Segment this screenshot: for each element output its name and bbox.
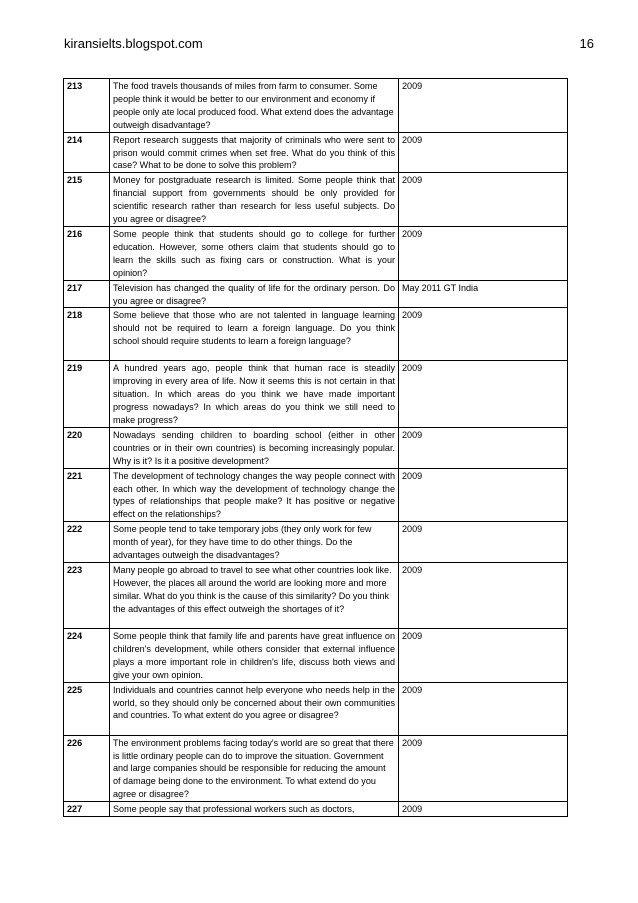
topic-text: Television has changed the quality of life for the ordinary person. Do you agree or disagree? [110,280,399,308]
table-row [64,682,568,735]
table-row [64,132,568,173]
topic-source: 2009 [399,802,568,817]
table-row [64,427,568,468]
topic-text: Some believe that those who are not talented in language learning should not be required to learn a foreign language. Do you think school should require students to learn a foreign language? [110,308,399,361]
topic-source: 2009 [399,308,568,361]
topic-text: The development of technology changes the way people connect with each other. In which way the development of technology change the types of relationships that people make? It has positive or negative effect on the relationships? [110,468,399,522]
topic-text: Some people think that students should go to college for further education. However, some others claim that students should go to learn the skills such as fixing cars or construction. What is your opinion? [110,226,399,280]
table-row [64,629,568,683]
table-row [64,173,568,227]
topic-text: The food travels thousands of miles from farm to consumer. Some people think it would be better to our environment and economy if people only ate local produced food. What extend does the advantage outweigh disadvantage? [110,79,399,133]
topic-source: 2009 [399,629,568,683]
topic-number: 221 [64,468,110,522]
topic-text: Some people think that family life and parents have great influence on children's development, while others consider that external influence plays a more important role in children's life, discuss both views and give your own opinion. [110,629,399,683]
topic-source: May 2011 GT India [399,280,568,308]
essay-topics-table [63,78,568,817]
topic-text: Individuals and countries cannot help everyone who needs help in the world, so they should only be concerned about their own communities and countries. To what extent do you agree or disagree? [110,682,399,735]
topic-number: 225 [64,682,110,735]
topic-text: Some people say that professional workers such as doctors, [110,802,399,817]
topic-source: 2009 [399,427,568,468]
topic-source: 2009 [399,563,568,629]
topic-number: 219 [64,361,110,428]
topic-text: Some people tend to take temporary jobs (they only work for few month of year), for they have time to do other things. Do the advantages outweigh the disadvantages? [110,522,399,563]
topic-number: 224 [64,629,110,683]
topic-number: 227 [64,802,110,817]
table-row [64,522,568,563]
table-row [64,226,568,280]
topic-source: 2009 [399,735,568,802]
topic-source: 2009 [399,682,568,735]
topic-number: 216 [64,226,110,280]
topic-text: Nowadays sending children to boarding school (either in other countries or in their own countries) is becoming increasingly popular. Why is it? Is it a positive development? [110,427,399,468]
topic-number: 217 [64,280,110,308]
topic-text: Money for postgraduate research is limited. Some people think that financial support from governments should be only provided for scientific research rather than research for less useful subjects. Do you agree or disagree? [110,173,399,227]
topic-source: 2009 [399,173,568,227]
table-row [64,280,568,308]
topic-number: 222 [64,522,110,563]
table-row [64,308,568,361]
topic-number: 218 [64,308,110,361]
topic-source: 2009 [399,361,568,428]
topic-source: 2009 [399,79,568,133]
table-row [64,79,568,133]
table-row [64,735,568,802]
table-row [64,563,568,629]
topic-number: 220 [64,427,110,468]
topic-source: 2009 [399,226,568,280]
topic-source: 2009 [399,522,568,563]
topic-text: Report research suggests that majority of criminals who were sent to prison would commit crimes when set free. What do you think of this case? What to be done to solve this problem? [110,132,399,173]
topic-number: 226 [64,735,110,802]
topic-source: 2009 [399,468,568,522]
topic-number: 213 [64,79,110,133]
topic-text: A hundred years ago, people think that human race is steadily improving in every area of life. Now it seems this is not certain in that situation. In which areas do you think we have made important progress nowadays? In which areas do you think we still need to make progress? [110,361,399,428]
topic-source: 2009 [399,132,568,173]
topic-text: The environment problems facing today's world are so great that there is little ordinary people can do to improve the situation. Government and large companies should be responsible for reducing the amount of damage being done to the environment. To what extend do you agree or disagree? [110,735,399,802]
page-number: 16 [579,36,594,51]
topic-number: 223 [64,563,110,629]
topic-text: Many people go abroad to travel to see what other countries look like. However, the places all around the world are looking more and more similar. What do you think is the cause of this similarity? Do you think the advantages of this effect outweigh the shortages of it? [110,563,399,629]
topic-number: 215 [64,173,110,227]
table-row [64,802,568,817]
table-row [64,468,568,522]
table-row [64,361,568,428]
site-name: kiransielts.blogspot.com [64,36,203,51]
topic-number: 214 [64,132,110,173]
